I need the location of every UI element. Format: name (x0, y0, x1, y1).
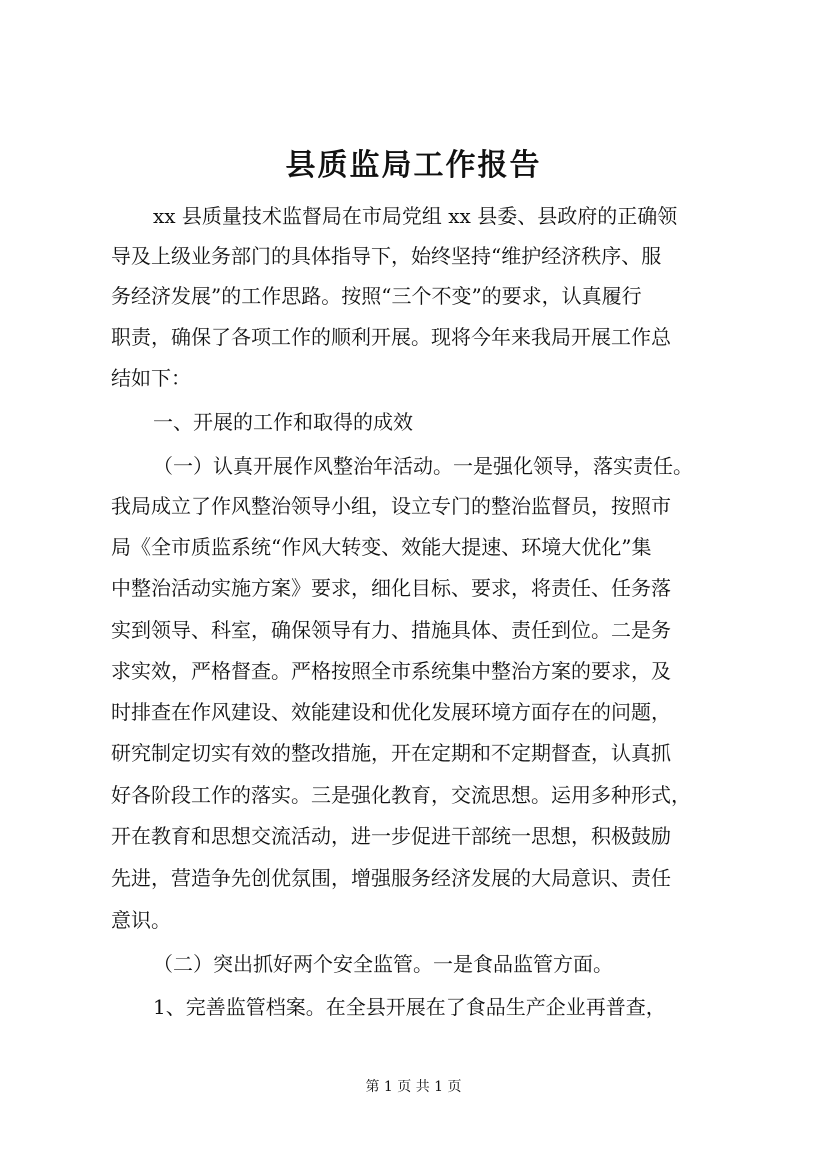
paragraph-line: 1、完善监管档案。在全县开展在了食品生产企业再普查， (153, 995, 666, 1019)
paragraph-line: xx 县质量技术监督局在市局党组 xx 县委、县政府的正确领 (153, 204, 678, 228)
paragraph-line: 求实效，严格督查。严格按照全市系统集中整治方案的要求，及 (111, 659, 671, 683)
paragraph-line: 我局成立了作风整治领导小组，设立专门的整治监督员，按照市 (111, 494, 671, 518)
paragraph-line: 实到领导、科室，确保领导有力、措施具体、责任到位。二是务 (111, 618, 671, 642)
paragraph-line: 结如下： (111, 366, 191, 390)
paragraph-line: 开在教育和思想交流活动，进一步促进干部统一思想，积极鼓励 (111, 824, 671, 848)
paragraph-line: 好各阶段工作的落实。三是强化教育，交流思想。运用多种形式， (111, 783, 691, 807)
paragraph-line: 先进，营造争先创优氛围，增强服务经济发展的大局意识、责任 (111, 866, 671, 890)
paragraph-line: 中整治活动实施方案》要求，细化目标、要求，将责任、任务落 (111, 576, 671, 600)
paragraph-line: 导及上级业务部门的具体指导下，始终坚持“维护经济秩序、服 (111, 244, 662, 268)
paragraph-line: 时排查在作风建设、效能建设和优化发展环境方面存在的问题， (111, 700, 671, 724)
paragraph-line: 研究制定切实有效的整改措施，开在定期和不定期督查，认真抓 (111, 741, 671, 765)
paragraph-line: 职责，确保了各项工作的顺利开展。现将今年来我局开展工作总 (111, 325, 671, 349)
paragraph-line: 局《全市质监系统“作风大转变、效能大提速、环境大优化”集 (111, 535, 652, 559)
paragraph-line: （一）认真开展作风整治年活动。一是强化领导，落实责任。 (153, 454, 693, 478)
section-heading: 一、开展的工作和取得的成效 (153, 410, 413, 434)
page-footer: 第 1 页 共 1 页 (365, 1079, 462, 1095)
paragraph-line: 意识。 (111, 908, 171, 932)
paragraph-line: 务经济发展”的工作思路。按照“三个不变”的要求，认真履行 (111, 284, 642, 308)
section-heading: （二）突出抓好两个安全监管。一是食品监管方面。 (153, 952, 613, 976)
page-title: 县质监局工作报告 (285, 148, 542, 183)
